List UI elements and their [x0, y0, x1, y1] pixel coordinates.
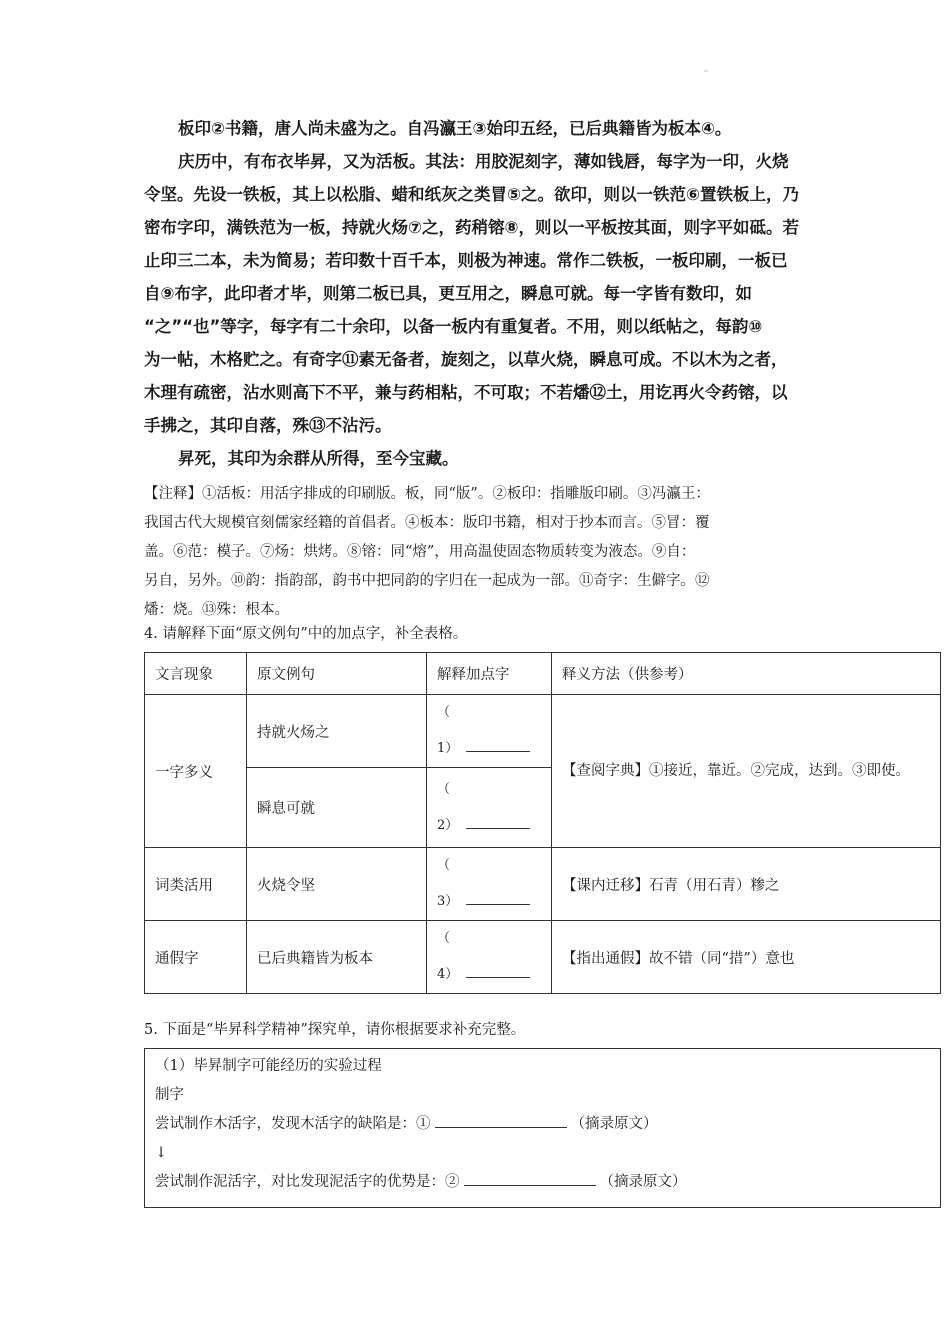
answer-blank-q5-1[interactable]: [435, 1113, 567, 1128]
answer-cell: [427, 768, 552, 848]
passage-paragraph-1: 板印②书籍，唐人尚未盛为之。自冯瀛王③始印五经，已后典籍皆为板本④。: [178, 119, 732, 138]
box-line: 制字: [155, 1087, 184, 1103]
annotation-line: 我国古代大规模官刻儒家经籍的首倡者。④板本：版印书籍，相对于抄本而言。⑤冒：覆: [144, 515, 710, 531]
arrow-down-icon: ↓: [155, 1145, 168, 1161]
passage-line: 密布字印，满铁范为一板，持就火炀⑦之，药稍镕⑧，则以一平板按其面，则字平如砥。若: [144, 218, 799, 237]
answer-paren: （: [437, 705, 451, 720]
question-5-box: [144, 1048, 941, 1208]
answer-paren: （: [437, 781, 451, 797]
table-row: [145, 695, 941, 768]
method-cell: 【查阅字典】①接近，靠近。②完成，达到。③即使。: [552, 695, 941, 848]
annotation-line: 【注释】①活板：用活字排成的印刷版。板，同“版”。②板印：指雕版印刷。③冯瀛王：: [144, 486, 710, 502]
annotation-line: 燔：烧。⑬殊：根本。: [144, 602, 289, 618]
answer-number: 4）: [437, 967, 459, 982]
header-cell: 解释加点字: [427, 653, 552, 695]
answer-cell: [427, 921, 552, 994]
header-cell: 原文例句: [247, 653, 427, 695]
box-line-note: （摘录原文）: [570, 1116, 658, 1132]
answer-number: 2）: [437, 817, 459, 833]
annotation-line: 盖。⑥范：模子。⑦炀：烘烤。⑧镕：同“熔”，用高温使固态物质转变为液态。⑨自：: [144, 544, 696, 560]
phenomenon-cell: 通假字: [145, 921, 247, 994]
example-cell: 瞬息可就: [247, 768, 427, 848]
answer-blank-3[interactable]: [466, 890, 530, 905]
answer-blank-q5-2[interactable]: [464, 1171, 596, 1186]
passage-line: 木理有疏密，沾水则高下不平，兼与药相粘，不可取；不若燔⑫土，用讫再火令药镕，以: [144, 383, 788, 402]
passage-line: 手拂之，其印自落，殊⑬不沾污。: [144, 416, 392, 435]
example-cell: 火烧令坚: [247, 848, 427, 921]
method-cell: 【课内迁移】石青（用石青）糁之: [552, 848, 941, 921]
question-4-prompt: 4. 请解释下面“原文例句”中的加点字，补全表格。: [144, 626, 468, 642]
example-cell: 持就火炀之: [247, 695, 427, 768]
question-5-prompt: 5. 下面是“毕昇科学精神”探究单，请你根据要求补充完整。: [144, 1022, 526, 1038]
passage-line: 令坚。先设一铁板，其上以松脂、蜡和纸灰之类冒⑤之。欲印，则以一铁范⑥置铁板上，乃: [144, 185, 799, 204]
box-line-note: （摘录原文）: [599, 1174, 687, 1190]
table-header-row: [145, 653, 941, 695]
box-title: （1）毕昇制字可能经历的实验过程: [155, 1058, 382, 1074]
header-cell: 文言现象: [145, 653, 247, 695]
passage-line: 止印三二本，未为简易；若印数十百千本，则极为神速。常作二铁板，一板印刷，一板已: [144, 251, 788, 270]
table-row: [145, 848, 941, 921]
phenomenon-cell: 一字多义: [145, 695, 247, 848]
answer-blank-1[interactable]: [466, 737, 530, 752]
phenomenon-cell: 词类活用: [145, 848, 247, 921]
answer-blank-4[interactable]: [466, 963, 530, 978]
box-line: [145, 1110, 940, 1139]
passage-paragraph-3: 昇死，其印为余群从所得，至今宝藏。: [178, 449, 459, 468]
answer-paren: （: [437, 858, 451, 873]
header-cell: 释义方法（供参考）: [552, 653, 941, 695]
annotations: [144, 480, 812, 625]
box-line-text: 尝试制作泥活字，对比发现泥活字的优势是：②: [155, 1174, 460, 1190]
answer-blank-2[interactable]: [466, 814, 530, 829]
annotation-line: 另自，另外。⑩韵：指韵部，韵书中把同韵的字归在一起成为一部。⑪奇字：生僻字。⑫: [144, 573, 710, 589]
question-4-table: [144, 652, 941, 994]
example-cell: 已后典籍皆为板本: [247, 921, 427, 994]
box-line: [145, 1168, 940, 1197]
passage-line: 为一帖，木格贮之。有奇字⑪素无备者，旋刻之，以草火烧，瞬息可成。不以木为之者，: [144, 350, 788, 369]
answer-number: 1）: [437, 741, 459, 756]
classical-passage: [144, 112, 804, 475]
scan-mark: [704, 70, 708, 72]
passage-line: 庆历中，有布衣毕昇，又为活板。其法：用胶泥刻字，薄如钱唇，每字为一印，火烧: [178, 152, 789, 171]
answer-cell: [427, 695, 552, 768]
table-row: [145, 921, 941, 994]
answer-number: 3）: [437, 894, 459, 909]
method-cell: 【指出通假】故不错（同“措”）意也: [552, 921, 941, 994]
answer-cell: [427, 848, 552, 921]
box-line-text: 尝试制作木活字，发现木活字的缺陷是：①: [155, 1116, 431, 1132]
passage-line: 自⑨布字，此印者才毕，则第二板已具，更互用之，瞬息可就。每一字皆有数印，如: [144, 284, 752, 303]
answer-paren: （: [437, 931, 451, 946]
passage-line: “之”“也”等字，每字有二十余印，以备一板内有重复者。不用，则以纸帖之，每韵⑩: [144, 317, 763, 336]
